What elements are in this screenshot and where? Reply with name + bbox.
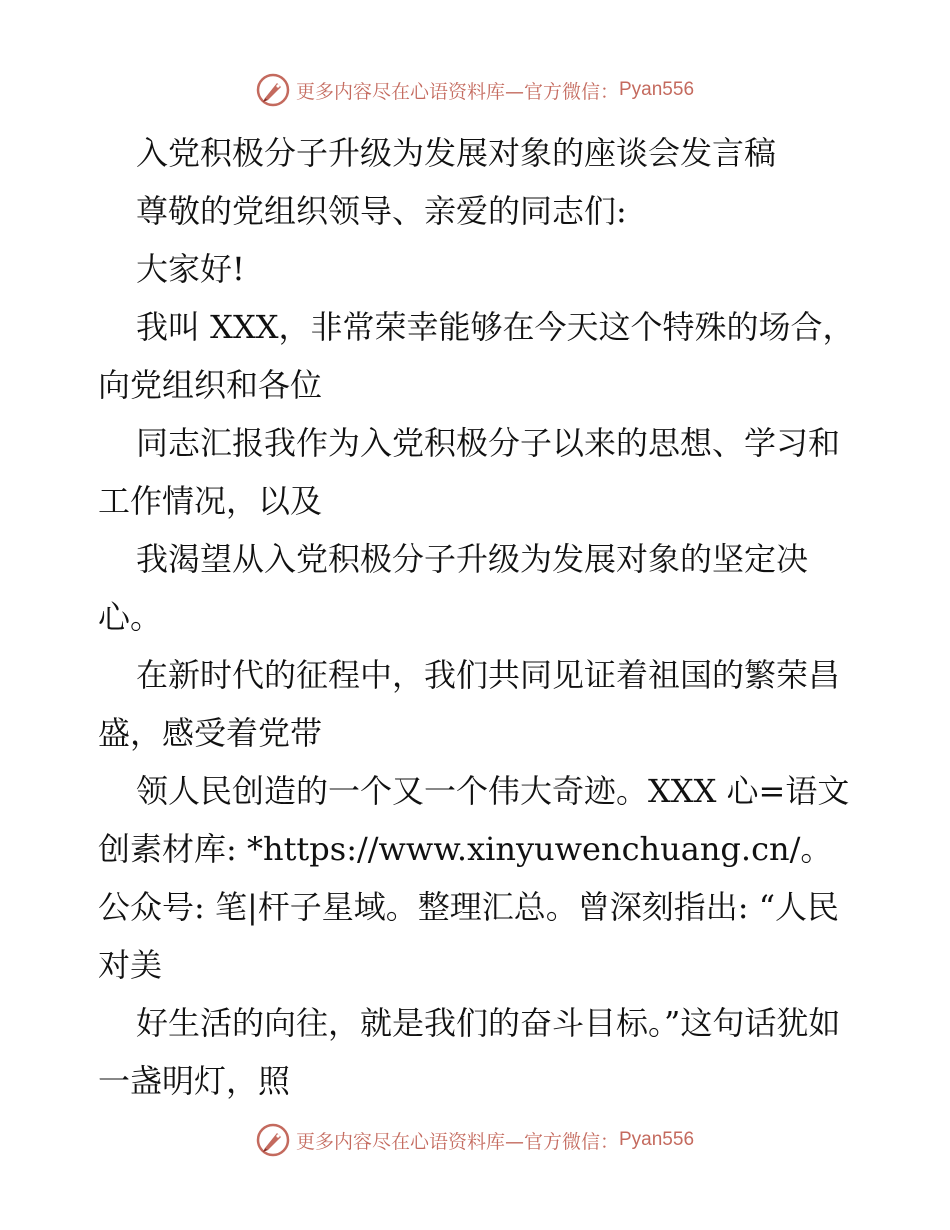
paragraph: 领人民创造的一个又一个伟大奇迹。XXX 心=语文创素材库: *https://www.xinyuwenchuang.cn/。公众号: 笔|杆子星域。整理汇总。曾深刻指出: “人民对美 [98, 772, 850, 984]
page-footer [0, 1120, 950, 1160]
greeting: 大家好! [136, 250, 245, 288]
paragraph: 同志汇报我作为入党积极分子以来的思想、学习和工作情况，以及 [98, 424, 841, 520]
page-header [0, 70, 950, 110]
footer-brand-text: 更多内容尽在心语资料库—官方微信： [295, 1130, 619, 1153]
pen-nib-logo-icon [256, 1123, 290, 1157]
salutation: 尊敬的党组织领导、亲爱的同志们: [136, 192, 627, 230]
footer-brand [256, 1123, 694, 1157]
paragraph: 在新时代的征程中，我们共同见证着祖国的繁荣昌盛，感受着党带 [98, 656, 841, 752]
document-title: 入党积极分子升级为发展对象的座谈会发言稿 [136, 134, 777, 172]
pen-nib-logo-icon [256, 73, 290, 107]
paragraph: 我渴望从入党积极分子升级为发展对象的坚定决心。 [98, 540, 809, 636]
document-body [98, 124, 858, 1110]
paragraph: 好生活的向往，就是我们的奋斗目标。”这句话犹如一盏明灯，照 [98, 1004, 841, 1100]
footer-wechat-id: Pyan556 [619, 1129, 695, 1150]
header-brand-text: 更多内容尽在心语资料库—官方微信： [295, 80, 619, 103]
header-wechat-id: Pyan556 [619, 79, 695, 100]
header-brand [256, 73, 694, 107]
paragraph: 我叫 XXX，非常荣幸能够在今天这个特殊的场合，向党组织和各位 [98, 308, 855, 404]
